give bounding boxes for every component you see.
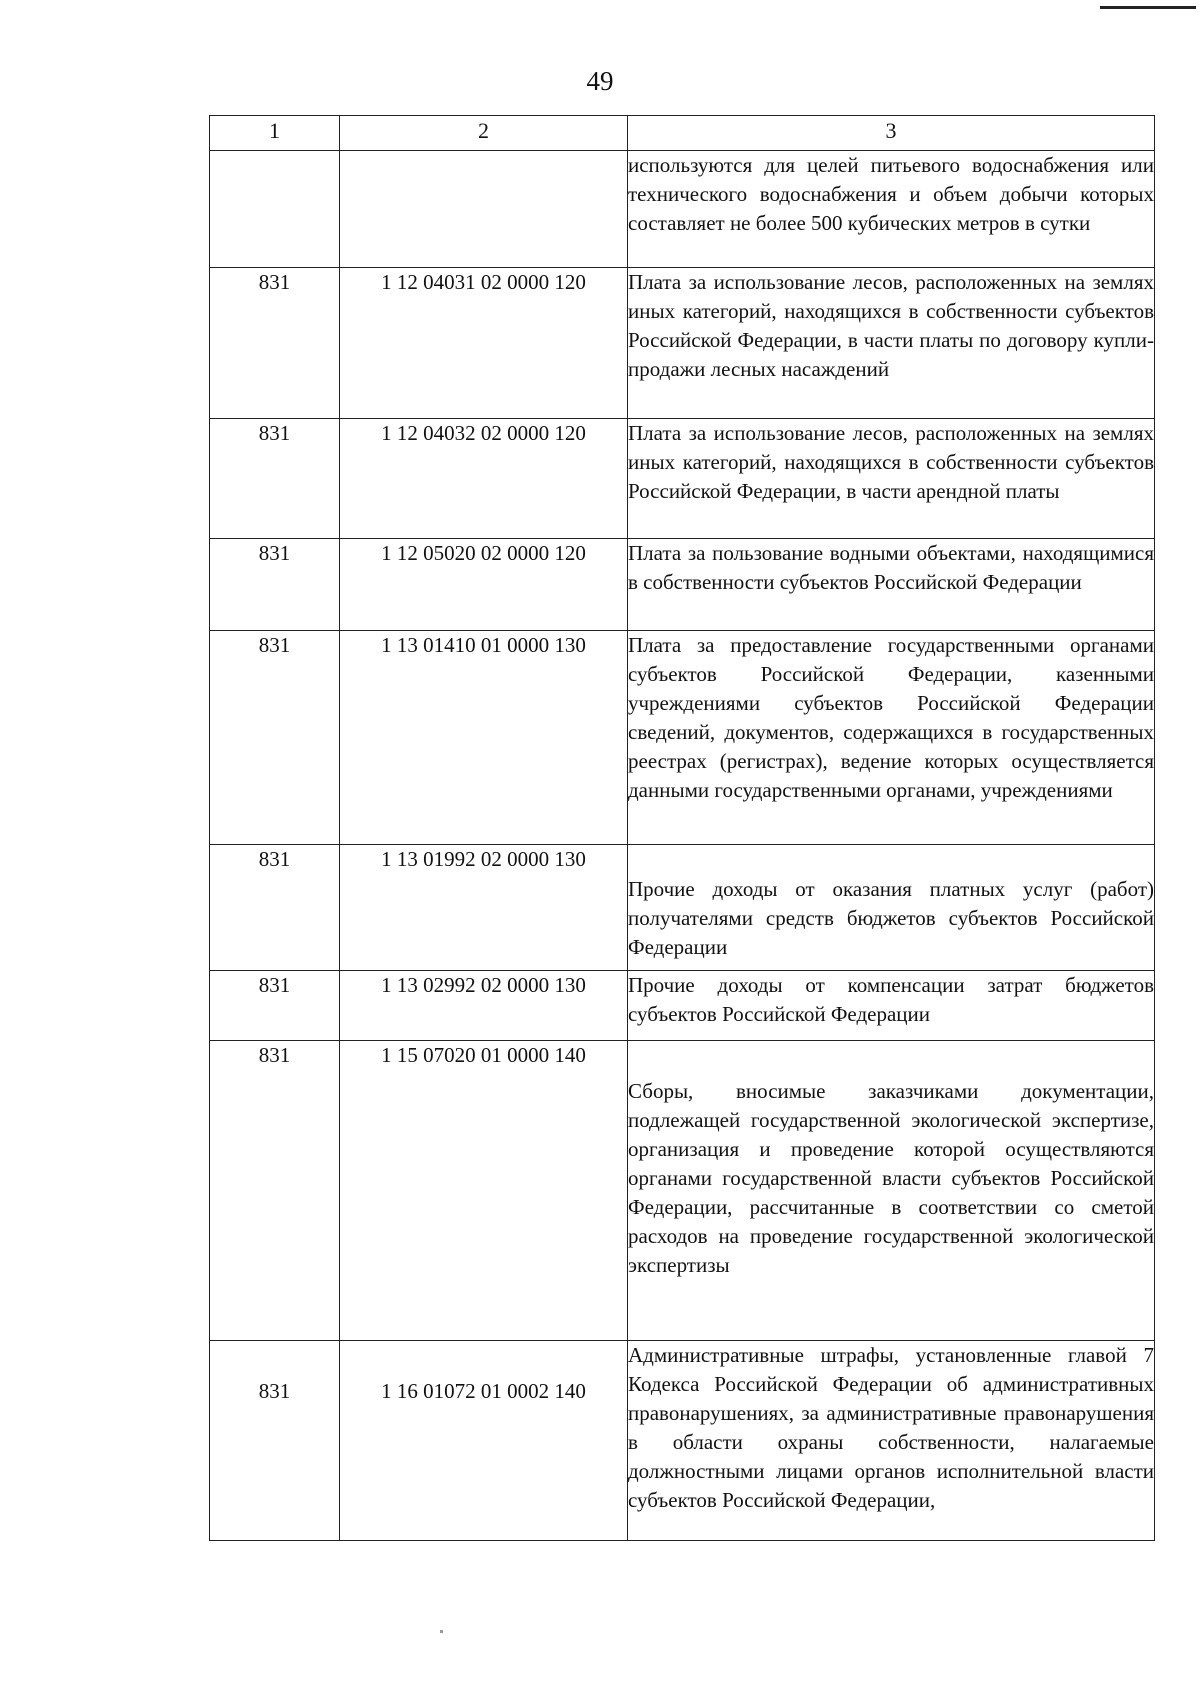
code-cell: [340, 151, 628, 268]
code-cell: 1 13 01992 02 0000 130: [340, 845, 628, 971]
admin-cell: 831: [210, 268, 340, 419]
admin-cell: 831: [210, 539, 340, 631]
column-header-1: 1: [210, 116, 340, 151]
table-header-row: [210, 116, 1155, 151]
table-row: [210, 539, 1155, 631]
admin-cell: 831: [210, 1341, 340, 1541]
corner-line: [1100, 6, 1196, 9]
code-cell: 1 13 01410 01 0000 130: [340, 631, 628, 845]
table-row: [210, 631, 1155, 845]
admin-cell: 831: [210, 1041, 340, 1341]
admin-cell: 831: [210, 631, 340, 845]
description-cell: Сборы, вносимые заказчиками документации, подлежащей государственной экологической экспертизе, организация и проведение которой осуществляются органами государственной власти субъектов Российской Федерации, рассчитанные в соответствии со сметой расходов на проведение государственной экологической экспертизы: [628, 1041, 1155, 1341]
table-row: [210, 419, 1155, 539]
scan-speck: [440, 1630, 443, 1633]
admin-cell: 831: [210, 419, 340, 539]
revenue-codes-table: [209, 115, 1155, 1541]
table-row: [210, 971, 1155, 1041]
description-cell: Плата за использование лесов, расположенных на землях иных категорий, находящихся в собственности субъектов Российской Федерации, в части арендной платы: [628, 419, 1155, 539]
code-cell: 1 12 04032 02 0000 120: [340, 419, 628, 539]
table-row: [210, 1041, 1155, 1341]
code-cell: 1 13 02992 02 0000 130: [340, 971, 628, 1041]
code-cell: 1 12 04031 02 0000 120: [340, 268, 628, 419]
admin-cell: 831: [210, 845, 340, 971]
description-cell: Плата за использование лесов, расположенных на землях иных категорий, находящихся в собственности субъектов Российской Федерации, в части платы по договору купли-продажи лесных насаждений: [628, 268, 1155, 419]
description-cell: используются для целей питьевого водоснабжения или технического водоснабжения и объем добычи которых составляет не более 500 кубических метров в сутки: [628, 151, 1155, 268]
description-cell: Административные штрафы, установленные главой 7 Кодекса Российской Федерации об административных правонарушениях, за административные правонарушения в области охраны собственности, налагаемые должностными лицами органов исполнительной власти субъектов Российской Федерации,: [628, 1341, 1155, 1541]
description-cell: Прочие доходы от компенсации затрат бюджетов субъектов Российской Федерации: [628, 971, 1155, 1041]
page-number: 49: [586, 66, 614, 96]
table-row: [210, 268, 1155, 419]
table-row: [210, 151, 1155, 268]
code-cell: 1 16 01072 01 0002 140: [340, 1341, 628, 1541]
column-header-3: 3: [628, 116, 1155, 151]
table-row: [210, 845, 1155, 971]
description-cell: Прочие доходы от оказания платных услуг (работ) получателями средств бюджетов субъектов Российской Федерации: [628, 845, 1155, 971]
table-row: [210, 1341, 1155, 1541]
description-cell: Плата за предоставление государственными органами субъектов Российской Федерации, казенными учреждениями субъектов Российской Федерации сведений, документов, содержащихся в государственных реестрах (регистрах), ведение которых осуществляется данными государственными органами, учреждениями: [628, 631, 1155, 845]
description-cell: Плата за пользование водными объектами, находящимися в собственности субъектов Российской Федерации: [628, 539, 1155, 631]
code-cell: 1 12 05020 02 0000 120: [340, 539, 628, 631]
column-header-2: 2: [340, 116, 628, 151]
admin-cell: [210, 151, 340, 268]
admin-cell: 831: [210, 971, 340, 1041]
code-cell: 1 15 07020 01 0000 140: [340, 1041, 628, 1341]
